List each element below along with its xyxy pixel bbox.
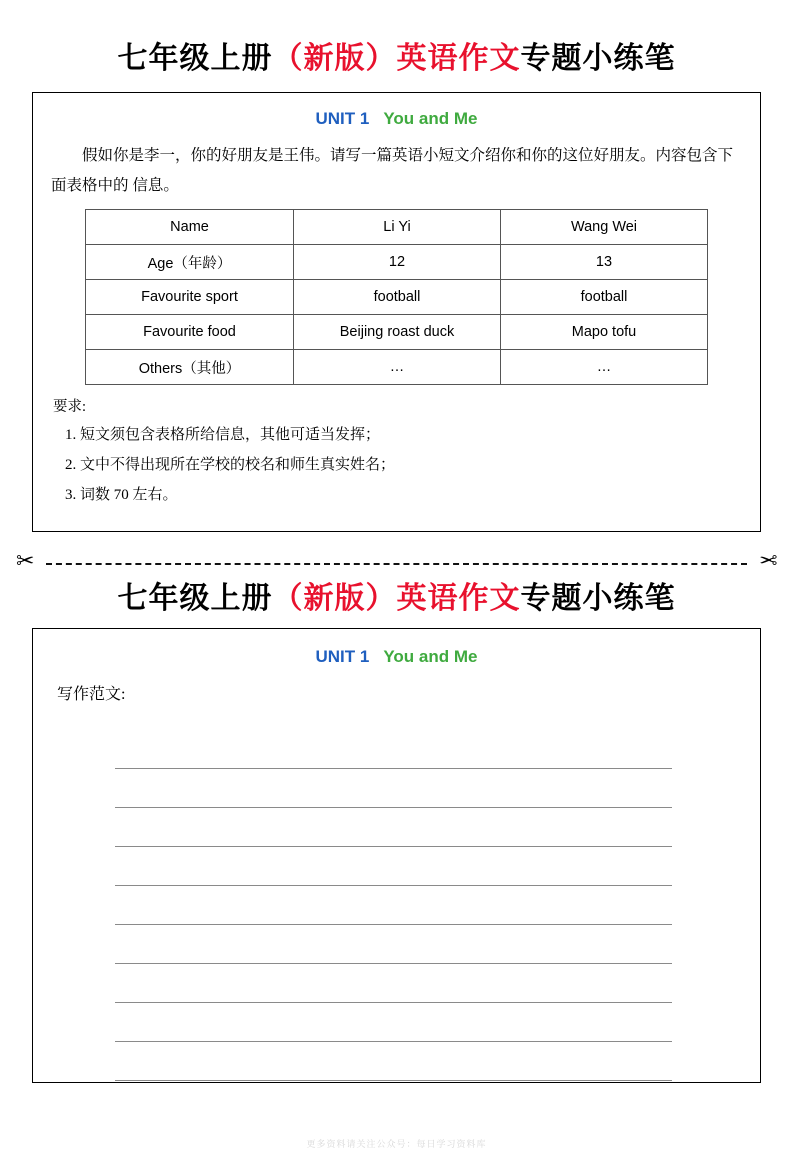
- cell-li-yi: Beijing roast duck: [294, 315, 501, 350]
- title-part-1: 七年级上册: [117, 582, 273, 615]
- unit-number: UNIT 1: [315, 647, 370, 666]
- worksheet-page: [0, 44, 793, 1166]
- unit-number: UNIT 1: [315, 109, 370, 128]
- footer-watermark: 更多资料请关注公众号：每日学习资料库: [306, 1139, 487, 1149]
- title-part-1: 七年级上册: [117, 42, 273, 75]
- cell-wang-wei: …: [501, 350, 708, 385]
- exercise-box: [32, 92, 761, 532]
- title-part-2: （新版）英语作文: [272, 42, 521, 75]
- writing-lines[interactable]: [51, 730, 742, 1081]
- table-row: [86, 210, 708, 245]
- writing-line[interactable]: [115, 925, 672, 964]
- writing-label: 写作范文:: [57, 686, 126, 703]
- writing-line[interactable]: [115, 1042, 672, 1081]
- cell-li-yi: football: [294, 280, 501, 315]
- page-title-top: [0, 44, 793, 74]
- scissors-icon: ✂: [16, 548, 35, 573]
- row-label: Age（年龄）: [86, 245, 294, 280]
- row-label: Name: [86, 210, 294, 245]
- unit-words: You and Me: [383, 109, 478, 128]
- requirements-label: 要求:: [53, 399, 87, 415]
- requirement-item: 2. 文中不得出现所在学校的校名和师生真实姓名；: [65, 457, 396, 473]
- writing-line[interactable]: [115, 1003, 672, 1042]
- cell-li-yi: 12: [294, 245, 501, 280]
- table-row: [86, 350, 708, 385]
- scissors-icon: ✂: [758, 548, 777, 573]
- table-row: [86, 280, 708, 315]
- requirement-item: 3. 词数 70 左右。: [65, 487, 178, 503]
- row-label: Others（其他）: [86, 350, 294, 385]
- unit-heading-bottom: [51, 647, 742, 667]
- unit-heading-top: [51, 109, 742, 129]
- title-part-2: （新版）英语作文: [272, 582, 521, 615]
- page-title-bottom: [0, 584, 793, 614]
- writing-line[interactable]: [115, 847, 672, 886]
- cell-wang-wei: Mapo tofu: [501, 315, 708, 350]
- requirement-item: 1. 短文须包含表格所给信息，其他可适当发挥；: [65, 427, 381, 443]
- title-part-3: 专题小练笔: [520, 582, 676, 615]
- writing-line[interactable]: [115, 769, 672, 808]
- row-label: Favourite sport: [86, 280, 294, 315]
- cell-wang-wei: football: [501, 280, 708, 315]
- cell-li-yi: Li Yi: [294, 210, 501, 245]
- writing-line[interactable]: [115, 730, 672, 769]
- title-part-3: 专题小练笔: [520, 42, 676, 75]
- table-row: [86, 245, 708, 280]
- table-row: [86, 315, 708, 350]
- writing-line[interactable]: [115, 886, 672, 925]
- cell-li-yi: …: [294, 350, 501, 385]
- requirements-list: [51, 420, 742, 510]
- writing-line[interactable]: [115, 808, 672, 847]
- info-table: [85, 209, 708, 385]
- cell-wang-wei: Wang Wei: [501, 210, 708, 245]
- writing-box: [32, 628, 761, 1083]
- cell-wang-wei: 13: [501, 245, 708, 280]
- dashed-divider: [46, 563, 747, 565]
- cut-line: [0, 544, 793, 584]
- unit-words: You and Me: [383, 647, 478, 666]
- row-label: Favourite food: [86, 315, 294, 350]
- writing-line[interactable]: [115, 964, 672, 1003]
- prompt-text: 假如你是李一，你的好朋友是王伟。请写一篇英语小短文介绍你和你的这位好朋友。内容包含下面表格中的 信息。: [51, 147, 734, 194]
